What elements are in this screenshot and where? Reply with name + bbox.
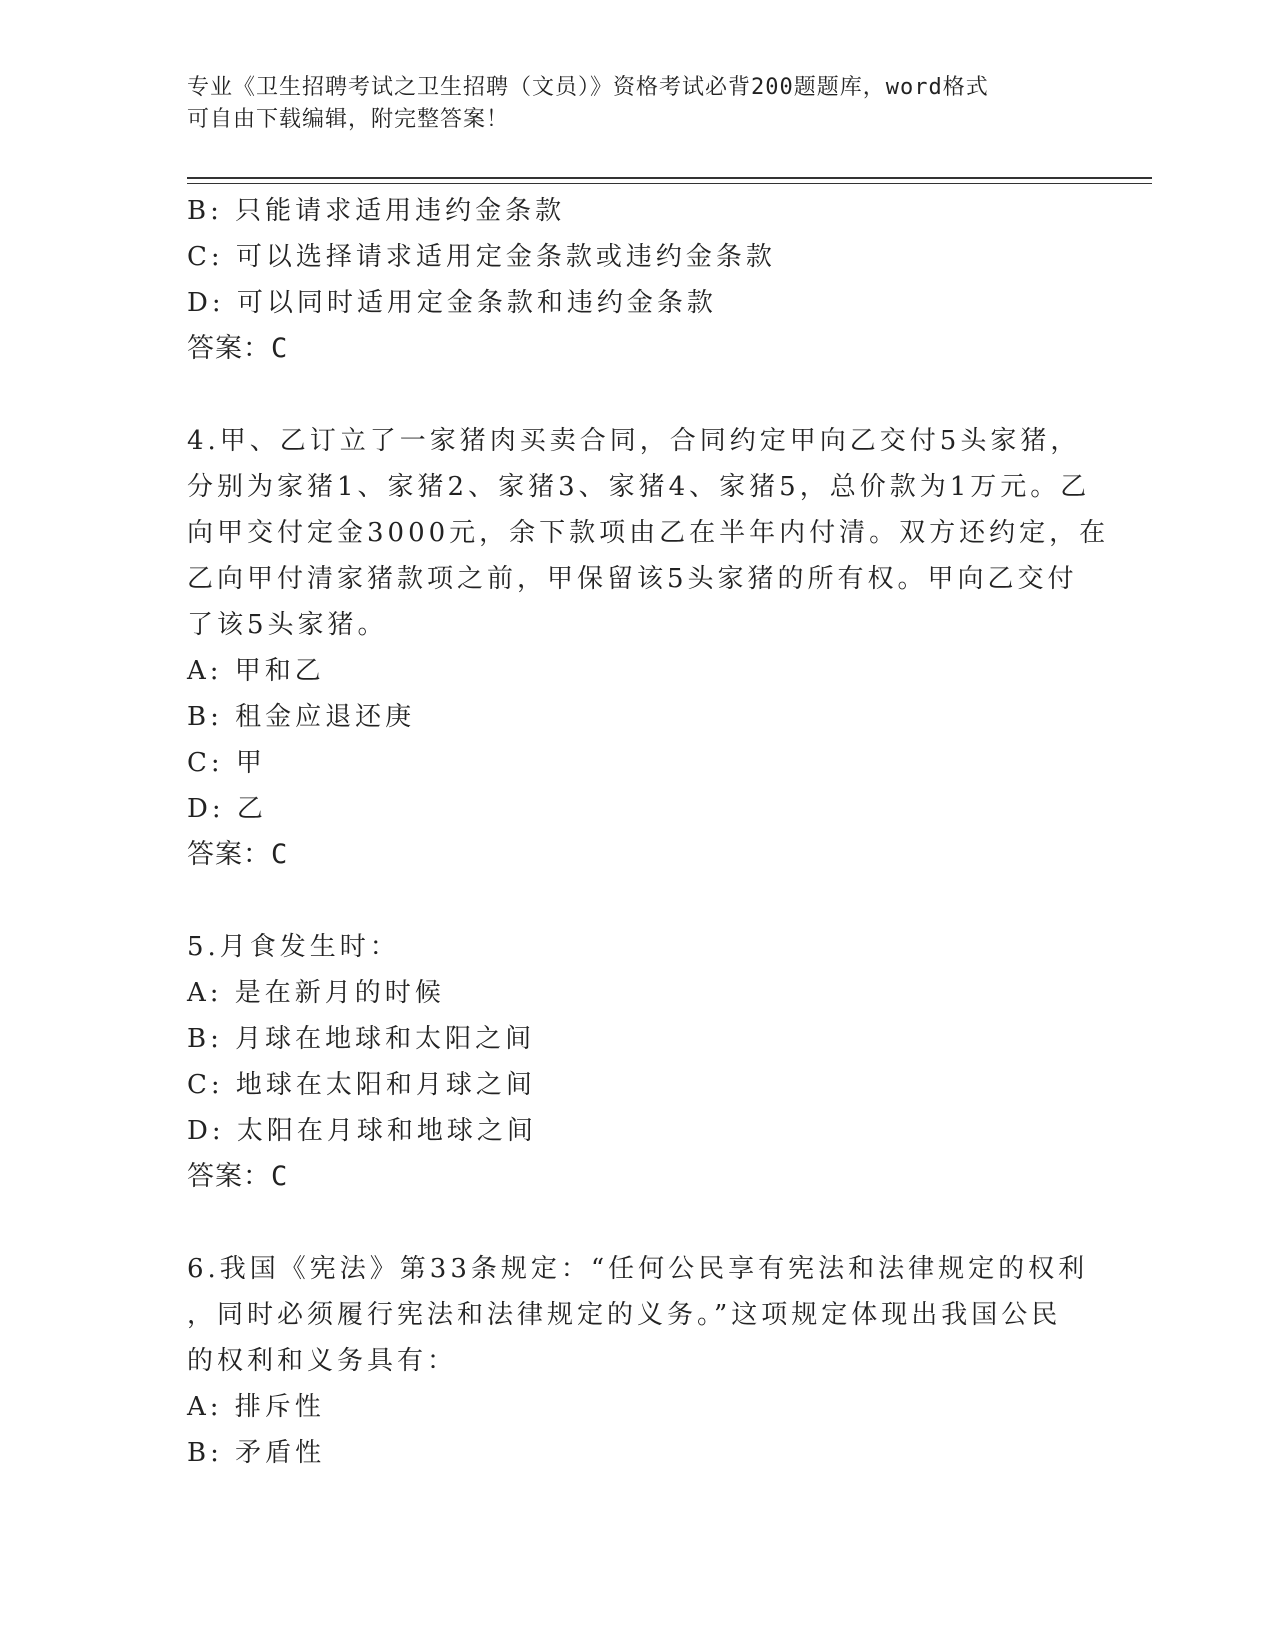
question-content — [187, 188, 1110, 1476]
question-5-option-a: A: 是在新月的时候 — [187, 978, 445, 1008]
question-4-stem-line: 乙向甲付清家猪款项之前，甲保留该5头家猪的所有权。甲向乙交付 — [187, 564, 1078, 594]
spacer — [187, 1200, 1087, 1246]
question-5-stem-line: 5.月食发生时： — [187, 932, 400, 962]
question-6-option-b: B: 矛盾性 — [187, 1438, 326, 1468]
spacer — [187, 878, 1087, 924]
spacer — [187, 372, 1087, 418]
question-4-option-a: A: 甲和乙 — [187, 656, 325, 686]
question-3-option-d: D: 可以同时适用定金条款和违约金条款 — [187, 288, 717, 318]
question-6-option-a: A: 排斥性 — [187, 1392, 325, 1422]
question-3-option-b: B: 只能请求适用违约金条款 — [187, 196, 566, 226]
question-3 — [187, 188, 1087, 372]
question-5 — [187, 924, 1087, 1200]
question-4-option-c: C: 甲 — [187, 748, 266, 778]
header-divider-thick — [187, 177, 1152, 179]
question-4 — [187, 418, 1110, 878]
document-header — [187, 72, 1087, 136]
header-title-line-1: 专业《卫生招聘考试之卫生招聘（文员）》资格考试必背200题题库，word格式 — [187, 75, 989, 100]
question-4-stem-line: 4.甲、乙订立了一家猪肉买卖合同，合同约定甲向乙交付5头家猪， — [187, 426, 1081, 456]
question-5-answer: 答案：C — [187, 1161, 289, 1192]
question-4-stem-line: 向甲交付定金3000元，余下款项由乙在半年内付清。双方还约定，在 — [187, 518, 1110, 548]
question-3-option-c: C: 可以选择请求适用定金条款或违约金条款 — [187, 242, 776, 272]
question-4-option-b: B: 租金应退还庚 — [187, 702, 416, 732]
question-6 — [187, 1246, 1087, 1476]
question-4-stem-line: 分别为家猪1、家猪2、家猪3、家猪4、家猪5，总价款为1万元。乙 — [187, 472, 1091, 502]
question-6-stem-line: ，同时必须履行宪法和法律规定的义务。”这项规定体现出我国公民 — [187, 1300, 1062, 1330]
question-5-option-b: B: 月球在地球和太阳之间 — [187, 1024, 536, 1054]
question-6-stem-line: 的权利和义务具有： — [187, 1346, 458, 1376]
header-divider-thin — [187, 183, 1152, 184]
question-5-option-d: D: 太阳在月球和地球之间 — [187, 1116, 537, 1146]
header-title-line-2: 可自由下载编辑，附完整答案！ — [187, 107, 510, 132]
question-4-option-d: D: 乙 — [187, 794, 267, 824]
question-5-option-c: C: 地球在太阳和月球之间 — [187, 1070, 536, 1100]
question-3-answer: 答案：C — [187, 333, 289, 364]
question-4-stem-line: 了该5头家猪。 — [187, 610, 388, 640]
question-4-answer: 答案：C — [187, 839, 289, 870]
question-6-stem-line: 6.我国《宪法》第33条规定：“任何公民享有宪法和法律规定的权利 — [187, 1254, 1089, 1284]
